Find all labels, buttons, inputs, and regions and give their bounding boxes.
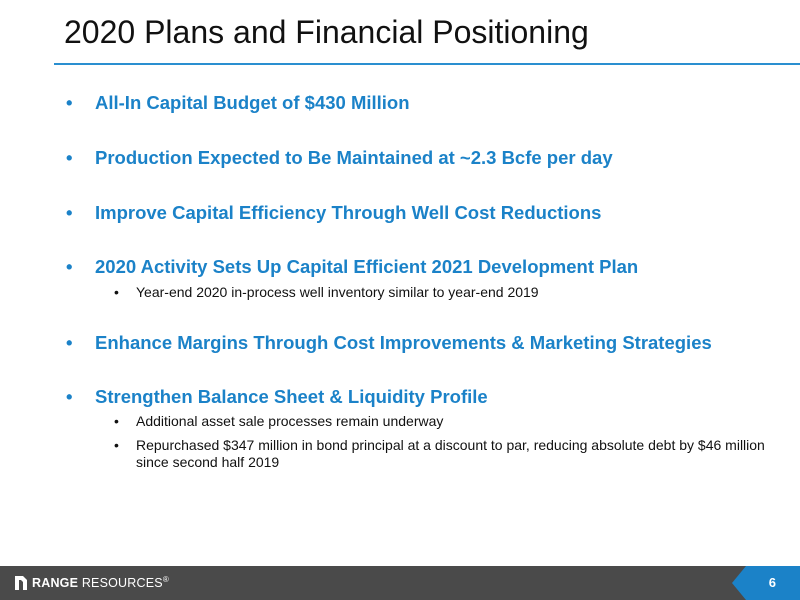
bullet-dot: •: [66, 147, 73, 168]
logo-bold: RANGE: [32, 576, 79, 591]
bullet-text: Enhance Margins Through Cost Improvements & Marketing Strategies: [95, 332, 712, 353]
sub-bullet-dot: •: [114, 284, 119, 300]
bullet-dot: •: [66, 256, 73, 277]
footer-bar: [0, 566, 800, 600]
logo-wordmark: [32, 575, 169, 590]
bullet-text: 2020 Activity Sets Up Capital Efficient 2021 Development Plan: [95, 256, 639, 277]
sub-bullet-dot: •: [114, 413, 119, 429]
logo-registered-mark: ®: [162, 575, 169, 585]
range-resources-logo: [14, 575, 169, 591]
bullet-text: Strengthen Balance Sheet & Liquidity Profile: [95, 386, 488, 407]
bullet-text: All-In Capital Budget of $430 Million: [95, 92, 410, 113]
page-number-tab: [732, 566, 800, 600]
sub-bullet-text: Year-end 2020 in-process well inventory similar to year-end 2019: [136, 284, 539, 300]
sub-bullet-dot: •: [114, 437, 119, 453]
logo-rest: RESOURCES: [78, 576, 163, 591]
sub-bullet-text: Repurchased $347 million in bond principal at a discount to par, reducing absolute debt by $46 million since second half 2019: [136, 437, 765, 470]
bullet-text: Improve Capital Efficiency Through Well Cost Reductions: [95, 202, 602, 223]
sub-bullet-text: Additional asset sale processes remain underway: [136, 413, 444, 429]
range-logo-icon: [14, 575, 28, 591]
bullet-dot: •: [66, 386, 73, 407]
title-divider: [54, 63, 800, 65]
page-number: 6: [768, 575, 776, 590]
bullet-text: Production Expected to Be Maintained at ~2.3 Bcfe per day: [95, 147, 613, 168]
bullet-dot: •: [66, 202, 73, 223]
slide-title: 2020 Plans and Financial Positioning: [64, 14, 589, 50]
bullet-dot: •: [66, 332, 73, 353]
bullet-dot: •: [66, 92, 73, 113]
